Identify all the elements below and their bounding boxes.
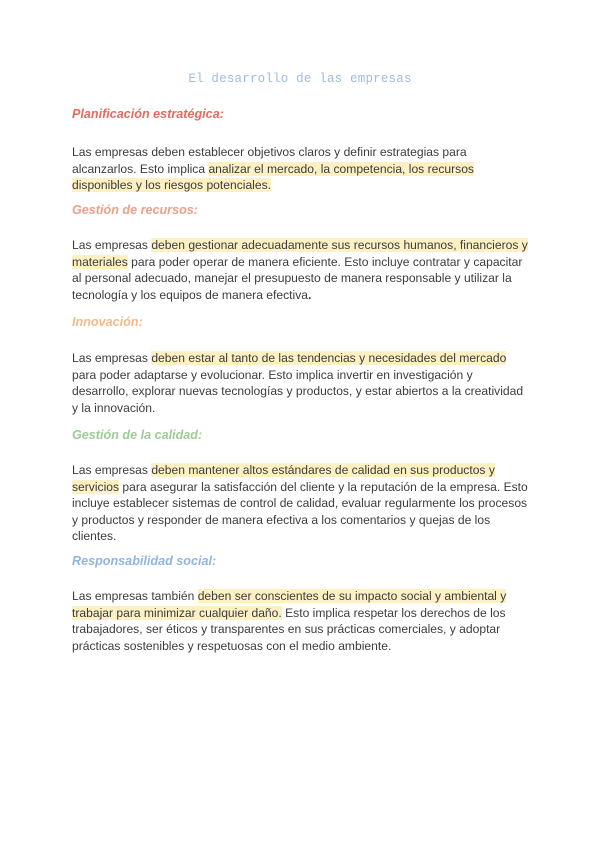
paragraph-text: . [307,287,312,302]
section-heading: Gestión de recursos: [72,203,198,217]
paragraph-text: para poder adaptarse y evolucionar. Esto implica invertir en investigación y desarrollo, explorar nuevas tecnologías y productos, y estar abiertos a la creatividad y la innovación. [72,367,524,415]
section-heading: Innovación: [72,315,143,329]
section-paragraph [72,144,532,194]
section-paragraph [72,350,532,416]
paragraph-text: para poder operar de manera eficiente. Esto incluye contratar y capacitar al personal adecuado, manejar el presupuesto de manera responsable y utilizar la tecnología y los equipos de manera efectiva [72,254,523,302]
highlighted-text: deben gestionar adecuadamente sus recursos humanos, financieros y materiales [72,238,528,269]
section-heading: Gestión de la calidad: [72,428,203,442]
section-paragraph [72,237,532,303]
paragraph-text: Las empresas [72,351,152,365]
section-innovacion [72,314,532,416]
section-gestion-calidad [72,427,532,545]
section-paragraph [72,588,532,654]
paragraph-text: Las empresas [72,463,152,477]
section-heading: Responsabilidad social: [72,554,217,568]
section-gestion-recursos [72,202,532,303]
highlighted-text: deben estar al tanto de las tendencias y necesidades del mercado [151,351,507,365]
section-planificacion [72,106,532,194]
section-paragraph [72,462,532,545]
paragraph-text: Las empresas deben establecer objetivos claros y definir estrategias para alcanzarlos. Esto implica [72,145,467,176]
highlighted-text: deben mantener altos estándares de calidad en sus productos y servicios [72,463,495,494]
section-heading: Planificación estratégica: [72,107,224,121]
highlighted-text: deben ser conscientes de su impacto social y ambiental y trabajar para minimizar cualquier daño. [72,589,507,620]
paragraph-text: para asegurar la satisfacción del cliente y la reputación de la empresa. Esto incluye establecer sistemas de control de calidad, evaluar regularmente los procesos y productos y responder de manera efectiva a los comentarios y quejas de los clientes. [72,479,528,544]
paragraph-text: Las empresas [72,238,152,252]
highlighted-text: analizar el mercado, la competencia, los recursos disponibles y los riesgos potenciales. [72,161,474,193]
section-responsabilidad-social [72,553,532,654]
document-title: El desarrollo de las empresas [188,72,412,86]
paragraph-text: Esto implica respetar los derechos de los trabajadores, ser éticos y transparentes en sus prácticas comerciales, y adoptar prácticas sostenibles y respetuosas con el medio ambiente. [72,605,506,653]
paragraph-text: Las empresas también [72,589,198,603]
